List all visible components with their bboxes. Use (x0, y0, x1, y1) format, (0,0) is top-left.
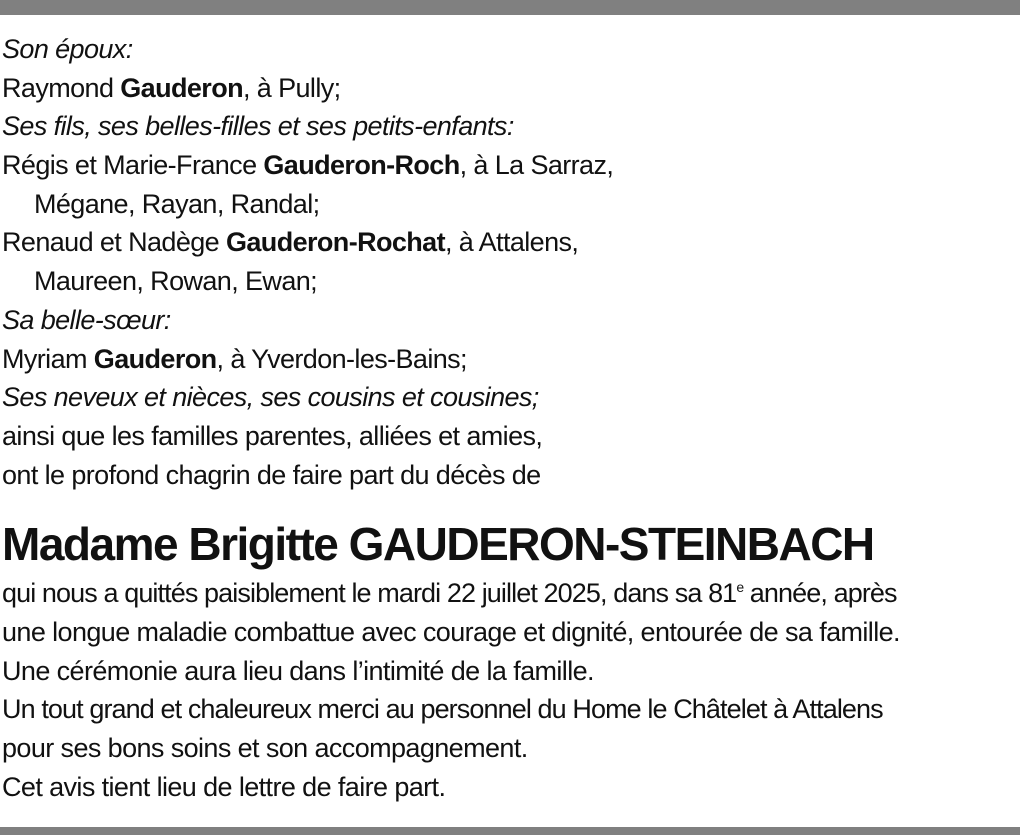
obituary-notice (2, 30, 1018, 806)
child1-first-names: Régis et Marie-France (2, 150, 264, 181)
child2-last-name: Gauderon-Rochat (225, 227, 445, 258)
grandchildren2-line: Maureen, Rowan, Ewan; (34, 266, 318, 297)
details-line-1 (2, 574, 1018, 613)
details-line-2: une longue maladie combattue avec courage et dignité, entourée de sa famille. (2, 616, 900, 647)
ordinal-suffix: e (736, 579, 744, 596)
child2-line (2, 223, 1018, 262)
children-heading: Ses fils, ses belles-filles et ses petits-enfants: (2, 111, 514, 142)
sister-in-law-place: , à Yverdon-les-Bains; (216, 343, 467, 374)
relatives-line: Ses neveux et nièces, ses cousins et cousines; (2, 382, 539, 413)
families-line: ainsi que les familles parentes, alliées et amies, (2, 420, 543, 451)
details-line-6: Cet avis tient lieu de lettre de faire part. (2, 771, 446, 802)
spouse-last-name: Gauderon (120, 72, 243, 103)
sister-in-law-first-name: Myriam (2, 343, 94, 374)
sister-in-law-line (2, 340, 1018, 379)
spouse-line (2, 69, 1018, 108)
details-line-1-end: année, après (743, 578, 897, 609)
deceased-name: Madame Brigitte GAUDERON-STEINBACH (2, 518, 874, 571)
sister-in-law-heading: Sa belle-sœur: (2, 304, 171, 335)
child1-place: , à La Sarraz, (459, 150, 614, 181)
announcement-line: ont le profond chagrin de faire part du décès de (2, 459, 541, 490)
details-line-4: Un tout grand et chaleureux merci au personnel du Home le Châtelet à Attalens (2, 694, 883, 725)
sister-in-law-last-name: Gauderon (93, 343, 217, 374)
spouse-place: , à Pully; (242, 72, 341, 103)
spouse-heading: Son époux: (2, 34, 133, 64)
child1-last-name: Gauderon-Roch (263, 150, 460, 181)
bottom-divider (0, 827, 1020, 835)
details-line-3: Une cérémonie aura lieu dans l’intimité de la famille. (2, 655, 594, 686)
child2-first-names: Renaud et Nadège (2, 227, 226, 258)
spouse-first-name: Raymond (2, 72, 121, 103)
top-divider (0, 0, 1020, 15)
child2-place: , à Attalens, (445, 227, 579, 258)
details-line-5: pour ses bons soins et son accompagnement. (2, 733, 528, 763)
grandchildren1-line: Mégane, Rayan, Randal; (34, 188, 320, 219)
details-line-1-start: qui nous a quittés paisiblement le mardi 22 juillet 2025, dans sa 81 (2, 578, 737, 609)
child1-line (2, 146, 1018, 185)
